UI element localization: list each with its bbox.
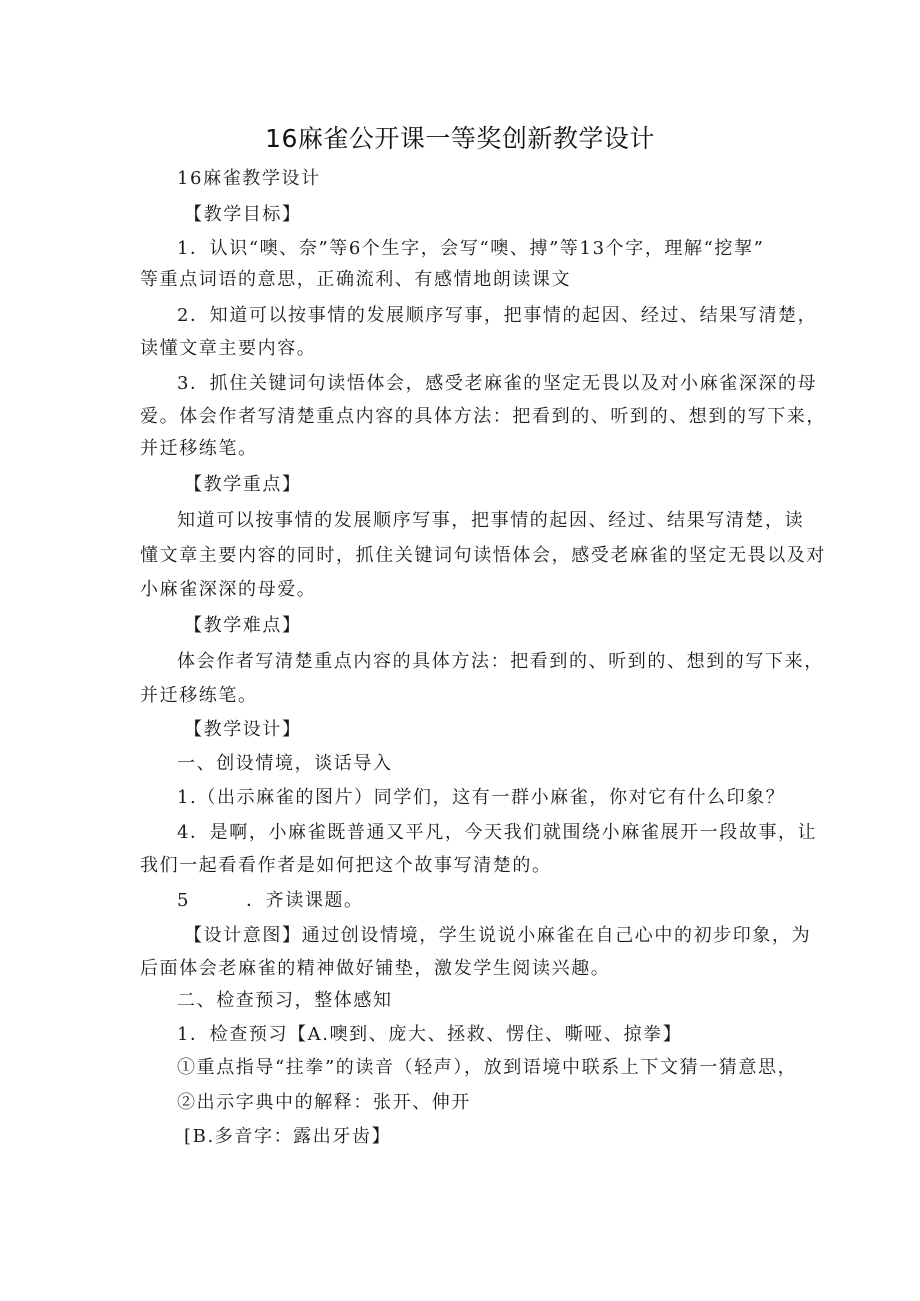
difficulty-heading: 【教学难点】: [184, 615, 302, 636]
goal-2-line-1: 2．知道可以按事情的发展顺序写事，把事情的起因、经过、结果写清楚，: [177, 305, 818, 326]
step-4-line-2: 我们一起看看作者是如何把这个故事写清楚的。: [140, 855, 552, 876]
design-heading: 【教学设计】: [184, 719, 302, 740]
step-4-line-1: 4．是啊，小麻雀既普通又平凡，今天我们就围绕小麻雀展开一段故事，让: [177, 822, 818, 843]
difficulty-line-2: 并迁移练笔。: [140, 685, 258, 706]
preview-1: 1．检查预习【A.噢到、庞大、拯救、愣住、嘶哑、掠拳】: [177, 1024, 683, 1045]
goal-3-line-2: 爱。体会作者写清楚重点内容的具体方法：把看到的、听到的、想到的写下来，: [140, 406, 826, 427]
intent-line-1: 【设计意图】通过创设情境，学生说说小麻雀在自己心中的初步印象，为: [184, 925, 812, 946]
part-1-heading: 一、创设情境，谈话导入: [177, 753, 393, 774]
preview-point-2: ②出示字典中的解释：张开、伸开: [177, 1092, 471, 1113]
subtitle: 16麻雀教学设计: [177, 168, 321, 189]
key-line-2: 懂文章主要内容的同时，抓住关键词句读悟体会，感受老麻雀的坚定无畏以及对: [140, 545, 826, 566]
preview-b: [B.多音字：露出牙齿】: [184, 1126, 392, 1147]
preview-point-1: ①重点指导“拄拳”的读音（轻声），放到语境中联系上下文猜一猜意思，: [177, 1057, 798, 1078]
step-1: 1.（出示麻雀的图片）同学们，这有一群小麻雀，你对它有什么印象？: [177, 787, 786, 808]
goal-1-line-1: 1．认识“噢、奈”等6个生字，会写“噢、搏”等13个字，理解“挖挈”: [177, 238, 765, 259]
key-line-3: 小麻雀深深的母爱。: [140, 579, 317, 600]
intent-line-2: 后面体会老麻雀的精神做好铺垫，激发学生阅读兴趣。: [140, 958, 611, 979]
step-5-number: 5: [177, 890, 191, 911]
key-line-1: 知道可以按事情的发展顺序写事，把事情的起因、经过、结果写清楚，读: [177, 510, 805, 531]
goal-2-line-2: 读懂文章主要内容。: [140, 338, 317, 359]
step-5: [177, 888, 364, 914]
goals-heading: 【教学目标】: [184, 204, 302, 225]
document-title: 16麻雀公开课一等奖创新教学设计: [265, 124, 655, 153]
key-heading: 【教学重点】: [184, 474, 302, 495]
difficulty-line-1: 体会作者写清楚重点内容的具体方法：把看到的、听到的、想到的写下来，: [177, 651, 824, 672]
goal-3-line-3: 并迁移练笔。: [140, 438, 258, 459]
goal-3-line-1: 3．抓住关键词句读悟体会，感受老麻雀的坚定无畏以及对小麻雀深深的母: [177, 373, 818, 394]
goal-1-line-2: 等重点词语的意思，正确流利、有感情地朗读课文: [140, 269, 572, 290]
part-2-heading: 二、检查预习，整体感知: [177, 990, 393, 1011]
step-5-text: ．齐读课题。: [246, 890, 364, 911]
